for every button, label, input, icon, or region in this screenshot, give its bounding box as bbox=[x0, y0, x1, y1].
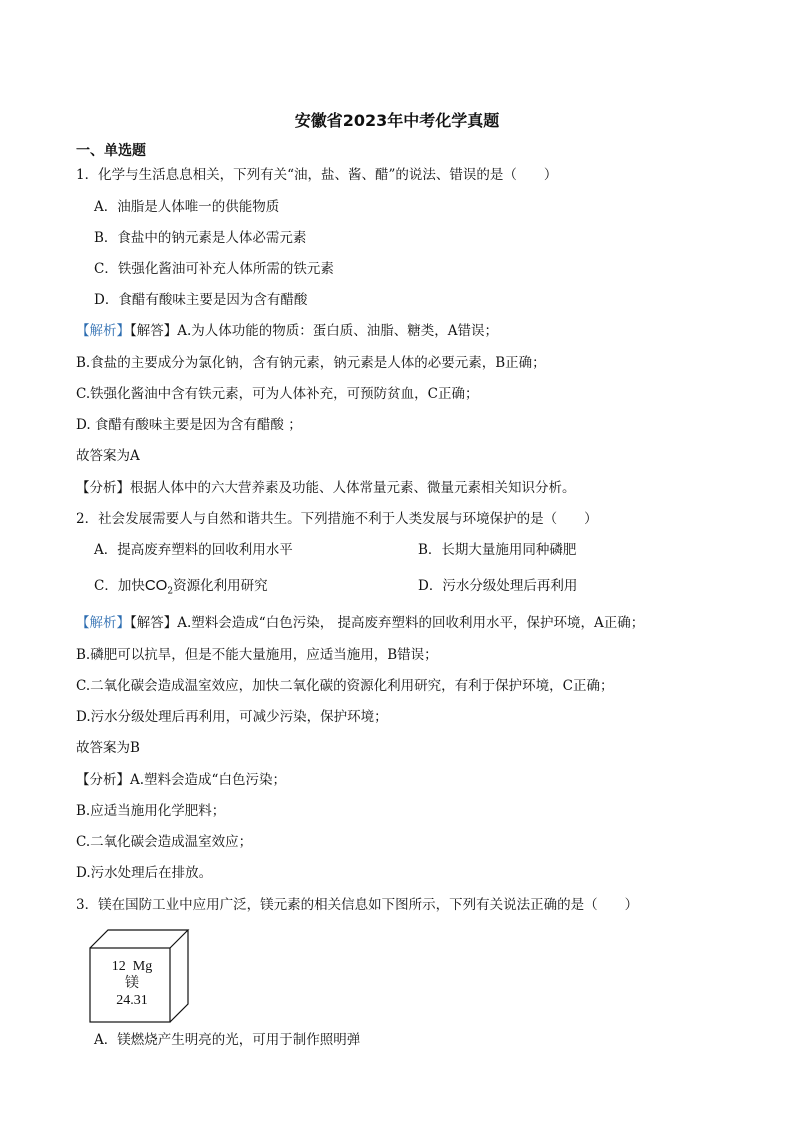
q1-line: B.食盐的主要成分为氯化钠，含有钠元素，钠元素是人体的必要元素，B正确； bbox=[76, 355, 546, 371]
q2-option-a: A．提高废弃塑料的回收利用水平 bbox=[94, 542, 293, 558]
q1-option-a: A．油脂是人体唯一的供能物质 bbox=[94, 199, 280, 215]
q2-answer: 故答案为B bbox=[76, 740, 140, 756]
q2-answer-text: 【解答】A.塑料会造成“白色污染， 提高废弃塑料的回收利用水平，保护环境，A正确； bbox=[130, 615, 645, 631]
section-heading: 一、单选题 bbox=[76, 143, 146, 159]
q2-line: D.污水分级处理后再利用，可减少污染，保护环境； bbox=[76, 709, 388, 725]
q2-line: B.磷肥可以抗旱，但是不能大量施用，应适当施用，B错误； bbox=[76, 647, 438, 663]
element-card-text bbox=[96, 958, 168, 1009]
q2-fenxi-line: C.二氧化碳会造成温室效应； bbox=[76, 834, 253, 850]
q2-option-c-tail: 资源化利用研究 bbox=[173, 578, 268, 594]
co2-subscript: 2 bbox=[167, 586, 174, 597]
q2-option-c bbox=[94, 577, 268, 601]
question-2-stem: 2．社会发展需要人与自然和谐共生。下列措施不利于人类发展与环境保护的是（ ） bbox=[76, 511, 598, 527]
analysis-tag: 【解析】 bbox=[76, 615, 130, 631]
question-1-stem: 1．化学与生活息息相关，下列有关“油，盐、酱、醋”的说法、错误的是（ ） bbox=[76, 167, 558, 183]
page-title: 安徽省2023年中考化学真题 bbox=[294, 111, 500, 130]
q2-analysis-line bbox=[76, 614, 644, 632]
q1-analysis-line bbox=[76, 322, 498, 340]
q2-option-d: D．污水分级处理后再利用 bbox=[418, 578, 578, 594]
q1-answer-text: 【解答】A.为人体功能的物质：蛋白质、油脂、糖类，A错误； bbox=[130, 323, 499, 339]
q1-option-d: D．食醋有酸味主要是因为含有醋酸 bbox=[94, 292, 308, 308]
element-name: 镁 bbox=[125, 976, 139, 991]
q2-option-c-label: C．加快 bbox=[94, 578, 145, 594]
q2-line: C.二氧化碳会造成温室效应，加快二氧化碳的资源化利用研究，有利于保护环境，C正确； bbox=[76, 678, 614, 694]
q1-line: C.铁强化酱油中含有铁元素，可为人体补充，可预防贫血，C正确； bbox=[76, 386, 479, 402]
q1-option-b: B．食盐中的钠元素是人体必需元素 bbox=[94, 230, 307, 246]
atomic-number: 12 bbox=[111, 959, 126, 974]
q2-option-b: B．长期大量施用同种磷肥 bbox=[418, 542, 577, 558]
q2-fenxi: 【分析】A.塑料会造成“白色污染； bbox=[76, 772, 286, 788]
element-number-symbol bbox=[96, 958, 168, 975]
question-3-stem: 3．镁在国防工业中应用广泛，镁元素的相关信息如下图所示，下列有关说法正确的是（ ） bbox=[76, 897, 639, 913]
analysis-tag: 【解析】 bbox=[76, 323, 130, 339]
q1-line: D. 食醋有酸味主要是因为含有醋酸 ； bbox=[76, 417, 302, 433]
q2-fenxi-line: D.污水处理后在排放。 bbox=[76, 865, 213, 881]
q1-fenxi: 【分析】根据人体中的六大营养素及功能、人体常量元素、微量元素相关知识分析。 bbox=[76, 480, 576, 496]
element-symbol: Mg bbox=[132, 959, 153, 974]
atomic-mass: 24.31 bbox=[116, 993, 148, 1008]
co2-formula: CO bbox=[144, 577, 168, 594]
q1-answer: 故答案为A bbox=[76, 448, 140, 464]
q1-option-c: C．铁强化酱油可补充人体所需的铁元素 bbox=[94, 261, 334, 277]
q2-fenxi-line: B.应适当施用化学肥料； bbox=[76, 803, 226, 819]
q3-option-a: A．镁燃烧产生明亮的光，可用于制作照明弹 bbox=[94, 1032, 361, 1048]
